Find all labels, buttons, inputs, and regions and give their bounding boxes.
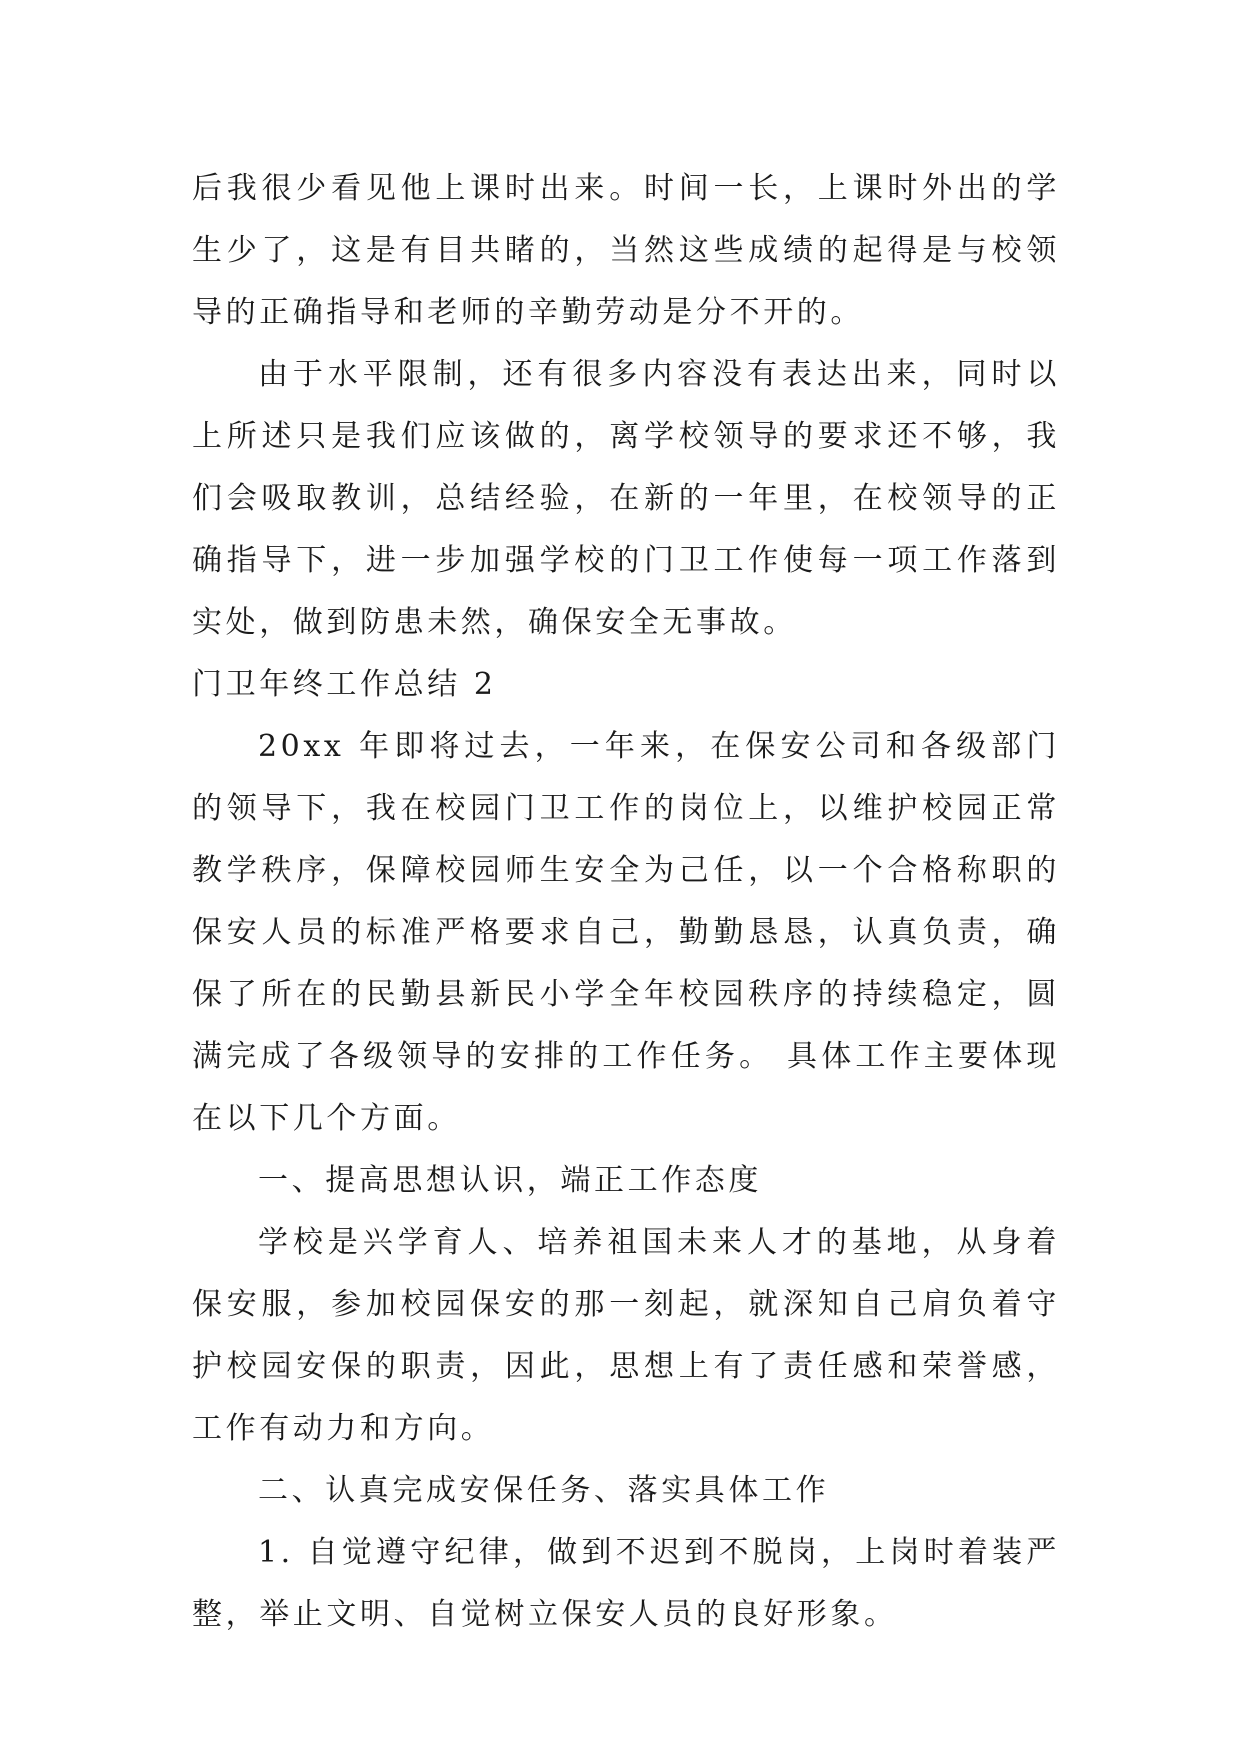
section-title: 门卫年终工作总结 2 bbox=[192, 667, 497, 702]
document-page bbox=[192, 158, 1060, 1646]
body-paragraph: 后我很少看见他上课时出来。时间一长，上课时外出的学生少了，这是有目共睹的，当然这些成绩的起得是与校领导的正确指导和老师的辛勤劳动是分不开的。 bbox=[192, 171, 1060, 330]
section-heading: 二、认真完成安保任务、落实具体工作 bbox=[258, 1473, 830, 1508]
section-heading: 一、提高思想认识，端正工作态度 bbox=[258, 1163, 762, 1198]
body-paragraph: 20xx 年即将过去，一年来，在保安公司和各级部门的领导下，我在校园门卫工作的岗位上，以维护校园正常教学秩序，保障校园师生安全为己任，以一个合格称职的保安人员的标准严格要求自己，勤勤恳恳，认真负责，确保了所在的民勤县新民小学全年校园秩序的持续稳定，圆满完成了各级领导的安排的工作任务。 具体工作主要体现在以下几个方面。 bbox=[192, 729, 1060, 1136]
body-paragraph: 由于水平限制，还有很多内容没有表达出来，同时以上所述只是我们应该做的，离学校领导的要求还不够，我们会吸取教训，总结经验，在新的一年里，在校领导的正确指导下，进一步加强学校的门卫工作使每一项工作落到实处，做到防患未然，确保安全无事故。 bbox=[192, 357, 1060, 640]
body-paragraph: 学校是兴学育人、培养祖国未来人才的基地，从身着保安服，参加校园保安的那一刻起，就深知自己肩负着守护校园安保的职责，因此，思想上有了责任感和荣誉感，工作有动力和方向。 bbox=[192, 1225, 1060, 1446]
body-paragraph: 1. 自觉遵守纪律，做到不迟到不脱岗，上岗时着装严整，举止文明、自觉树立保安人员的良好形象。 bbox=[192, 1535, 1060, 1632]
